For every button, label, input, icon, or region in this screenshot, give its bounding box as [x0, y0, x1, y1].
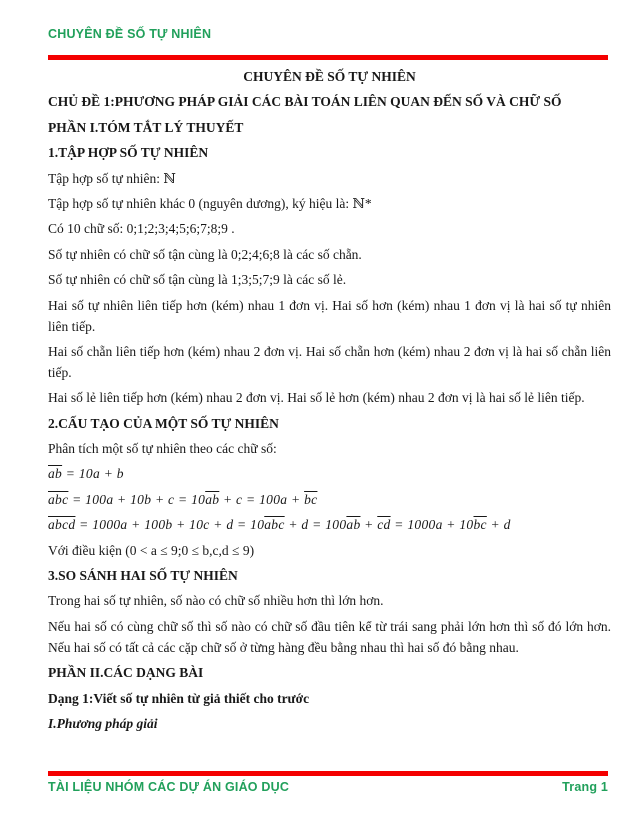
heading-dang-1: Dạng 1:Viết số tự nhiên từ giả thiết cho trước: [48, 690, 310, 706]
page-footer: [48, 780, 608, 794]
formula-overbar-segment: $\overline{cd}$: [377, 517, 391, 533]
formula-segment: = 100a + 10b + c = 10: [68, 491, 206, 507]
formula-overbar-segment: $\overline{abc}$: [48, 491, 69, 507]
footer-page-number: Trang 1: [562, 780, 608, 794]
formula-overbar-segment: $\overline{bc}$: [473, 517, 487, 533]
formula-three-digit: [48, 489, 611, 510]
formula-overbar-segment: $\overline{abc}$: [264, 517, 285, 533]
formula-segment: + c = 100a +: [219, 491, 305, 507]
formula-segment: +: [360, 517, 378, 533]
heading-topic-1: CHỦ ĐỀ 1:PHƯƠNG PHÁP GIẢI CÁC BÀI TOÁN LIÊN QUAN ĐẾN SỐ VÀ CHỮ SỐ: [48, 94, 562, 110]
header-rule: [48, 55, 608, 60]
paragraph-odd-numbers: Số tự nhiên có chữ số tận cùng là 1;3;5;7;9 là các số lẻ.: [48, 272, 347, 288]
document-body: [48, 66, 611, 738]
formula-segment: + d: [486, 517, 511, 533]
footer-rule: [48, 771, 608, 776]
paragraph-consecutive-even: Hai số chẵn liên tiếp hơn (kém) nhau 2 đơn vị. Hai số chẵn hơn (kém) nhau 2 đơn vị là hai số chẵn liên tiếp.: [48, 343, 611, 380]
page-header-title: CHUYÊN ĐỀ SỐ TỰ NHIÊN: [48, 27, 212, 41]
paragraph-condition: Với điều kiện (0 < a ≤ 9;0 ≤ b,c,d ≤ 9): [48, 542, 255, 558]
formula-overbar-segment: $\overline{ab}$: [346, 517, 361, 533]
paragraph-even-numbers: Số tự nhiên có chữ số tận cùng là 0;2;4;6;8 là các số chẵn.: [48, 246, 362, 262]
heading-method: I.Phương pháp giải: [48, 715, 158, 731]
paragraph-analyze: Phân tích một số tự nhiên theo các chữ số:: [48, 441, 277, 457]
formula-overbar-segment: $\overline{bc}$: [304, 491, 318, 507]
paragraph-compare-1: Trong hai số tự nhiên, số nào có chữ số nhiều hơn thì lớn hơn.: [48, 593, 384, 609]
formula-two-digit: [48, 463, 611, 484]
paragraph-consecutive: Hai số tự nhiên liên tiếp hơn (kém) nhau 1 đơn vị. Hai số hơn (kém) nhau 1 đơn vị là hai số tự nhiên liên tiếp.: [48, 297, 611, 334]
heading-part-2: PHẦN II.CÁC DẠNG BÀI: [48, 665, 204, 681]
heading-section-2: 2.CẤU TẠO CỦA MỘT SỐ TỰ NHIÊN: [48, 415, 279, 431]
heading-section-1: 1.TẬP HỢP SỐ TỰ NHIÊN: [48, 145, 209, 161]
formula-segment: + d = 100: [284, 517, 347, 533]
doc-title: CHUYÊN ĐỀ SỐ TỰ NHIÊN: [243, 69, 416, 84]
formula-overbar-segment: $\overline{ab}$: [205, 491, 220, 507]
formula-segment: = 1000a + 100b + 10c + d = 10: [75, 517, 265, 533]
paragraph-compare-2: Nếu hai số có cùng chữ số thì số nào có chữ số đầu tiên kể từ trái sang phải lớn hơn thì số đó lớn hơn. Nếu hai số có tất cả các cặp chữ số ở từng hàng đều bằng nhau thì hai số đó bằng nhau.: [48, 618, 611, 655]
heading-section-3: 3.SO SÁNH HAI SỐ TỰ NHIÊN: [48, 568, 238, 584]
formula-overbar-segment: abcd: [48, 517, 76, 533]
formula-segment: = 1000a + 10: [390, 517, 474, 533]
heading-part-1: PHẦN I.TÓM TẮT LÝ THUYẾT: [48, 119, 244, 135]
paragraph-natural-set: Tập hợp số tự nhiên: ℕ: [48, 170, 176, 186]
formula-four-digit: [48, 514, 611, 535]
paragraph-ten-digits: Có 10 chữ số: 0;1;2;3;4;5;6;7;8;9 .: [48, 221, 235, 237]
paragraph-consecutive-odd: Hai số lẻ liên tiếp hơn (kém) nhau 2 đơn vị. Hai số lẻ hơn (kém) nhau 2 đơn vị là hai số lẻ liên tiếp.: [48, 390, 585, 406]
formula-overbar-segment: $\overline{ab}$: [48, 466, 63, 482]
formula-segment: = 10a + b: [62, 466, 124, 482]
footer-left-text: TÀI LIỆU NHÓM CÁC DỰ ÁN GIÁO DỤC: [48, 780, 290, 794]
paragraph-natural-set-nonzero: Tập hợp số tự nhiên khác 0 (nguyên dương), ký hiệu là: ℕ*: [48, 195, 372, 211]
